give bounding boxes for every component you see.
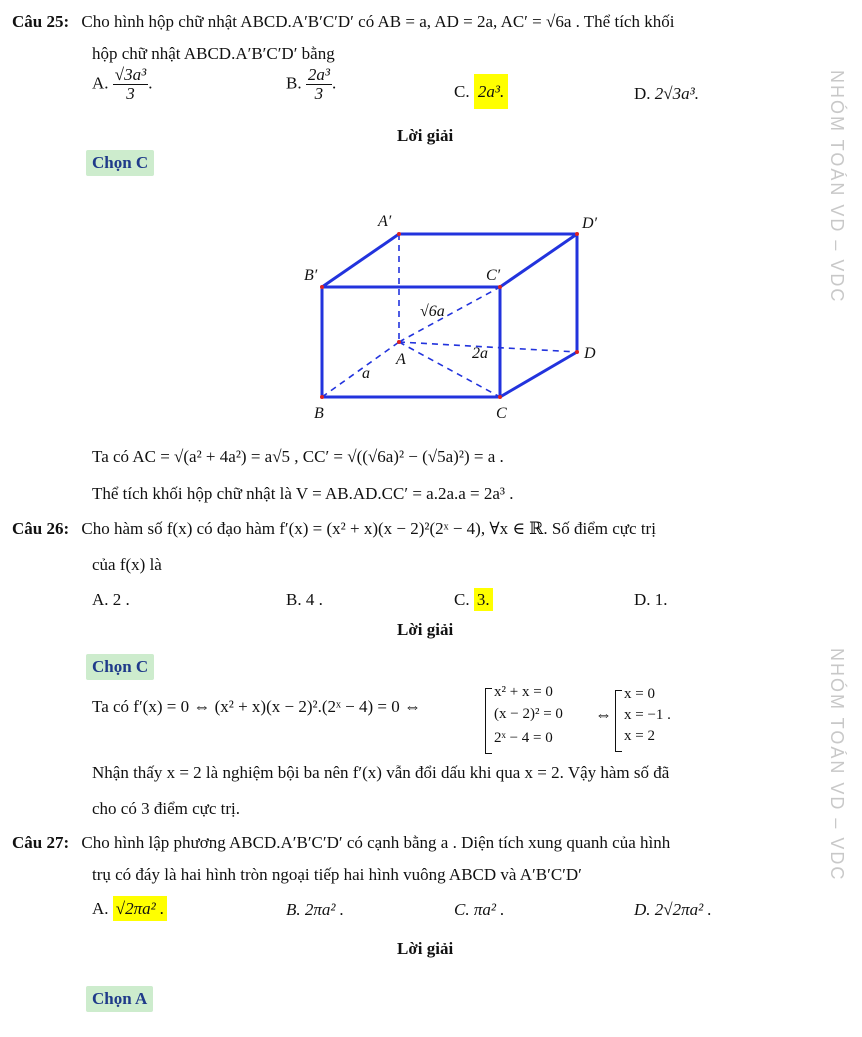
- chosen-answer: Chọn C: [86, 150, 154, 176]
- system-bracket: [615, 690, 622, 752]
- label-ab: a: [362, 365, 370, 382]
- label-b1: B′: [304, 267, 318, 284]
- label-c1: C′: [486, 267, 501, 284]
- system-eq-3: 2ˣ − 4 = 0: [494, 730, 553, 746]
- option-a: A. √2πa² .: [92, 899, 167, 919]
- option-c: C. πa² .: [454, 900, 505, 919]
- watermark-top: NHÓM TOÁN VD – VDC: [827, 70, 847, 304]
- solution-title: Lời giải: [397, 126, 454, 145]
- fraction: $\frac{\text{√3a³}}{3}$: [114, 65, 147, 103]
- system-eq-2: (x − 2)² = 0: [494, 706, 563, 722]
- question-27: [12, 833, 670, 853]
- root-2: x = −1 .: [624, 707, 671, 723]
- label-a: A: [396, 351, 406, 368]
- question-text: Cho hình hộp chữ nhật ABCD.A′B′C′D′ có AB = a, AD = 2a, AC′ = √6a . Thể tích khối: [81, 12, 675, 31]
- solution-line: Nhận thấy x = 2 là nghiệm bội ba nên f′(x) vẫn đổi dấu khi qua x = 2. Vậy hàm số đã: [92, 763, 670, 782]
- option-d: D. 2√2πa² .: [634, 900, 712, 919]
- option-c: C. 3.: [454, 590, 493, 610]
- label-a1: A′: [378, 213, 392, 230]
- box-figure: [300, 212, 660, 432]
- solution-title: Lời giải: [397, 939, 454, 958]
- question-label: Câu 25:: [12, 12, 70, 31]
- label-ad: 2a: [472, 345, 488, 362]
- solution-line: cho có 3 điểm cực trị.: [92, 799, 240, 818]
- question-26: [12, 519, 656, 539]
- question-label: Câu 26:: [12, 519, 70, 538]
- chosen-answer: Chọn A: [86, 986, 153, 1012]
- chosen-answer: Chọn C: [86, 654, 154, 680]
- system-eq-1: x² + x = 0: [494, 684, 553, 700]
- question-label: Câu 27:: [12, 833, 70, 852]
- solution-line: Thể tích khối hộp chữ nhật là V = AB.AD.CC′ = a.2a.a = 2a³ .: [92, 484, 514, 503]
- option-b: B. 4 .: [286, 590, 323, 609]
- root-1: x = 0: [624, 686, 655, 702]
- equiv: ⇔: [595, 705, 612, 724]
- answer-highlight: 2a³.: [474, 74, 508, 109]
- answer-highlight: 3.: [474, 588, 493, 611]
- question-text-cont: hộp chữ nhật ABCD.A′B′C′D′ bằng: [92, 44, 335, 63]
- question-text-cont: của f(x) là: [92, 555, 162, 574]
- option-d: D. 1.: [634, 590, 668, 609]
- label-b: B: [314, 405, 324, 422]
- solution-title: Lời giải: [397, 620, 454, 639]
- option-d: D. 2√3a³.: [634, 84, 699, 103]
- label-diag: √6a: [420, 303, 445, 320]
- watermark-bottom: NHÓM TOÁN VD – VDC: [827, 648, 847, 882]
- answer-highlight: √2πa² .: [113, 896, 167, 921]
- fraction: $\frac{\text{2a³}}{3}$: [307, 65, 330, 103]
- question-text: Cho hình lập phương ABCD.A′B′C′D′ có cạnh bằng a . Diện tích xung quanh của hình: [81, 833, 671, 852]
- option-c: C. 2a³.: [454, 82, 508, 102]
- solution-line: Ta có AC = √(a² + 4a²) = a√5 , CC′ = √((√6a)² − (√5a)²) = a .: [92, 447, 504, 466]
- label-c: C: [496, 405, 507, 422]
- question-text-cont: trụ có đáy là hai hình tròn ngoại tiếp hai hình vuông ABCD và A′B′C′D′: [92, 865, 582, 884]
- question-25: [12, 12, 674, 32]
- option-a: A. $\frac{\text{√3a³}}{3}$ .: [92, 65, 153, 103]
- root-3: x = 2: [624, 728, 655, 744]
- option-a: A. 2 .: [92, 590, 130, 609]
- option-b: B. $\frac{\text{2a³}}{3}$ .: [286, 65, 337, 103]
- question-text: Cho hàm số f(x) có đạo hàm f′(x) = (x² + x)(x − 2)²(2ˣ − 4), ∀x ∈ ℝ. Số điểm cực trị: [81, 519, 656, 538]
- label-d: D: [584, 345, 596, 362]
- label-d1: D′: [582, 215, 598, 232]
- system-bracket: [485, 688, 492, 754]
- option-b: B. 2πa² .: [286, 900, 344, 919]
- solution-line: Ta có f′(x) = 0 ⇔ (x² + x)(x − 2)².(2ˣ − 4) = 0 ⇔: [92, 697, 422, 716]
